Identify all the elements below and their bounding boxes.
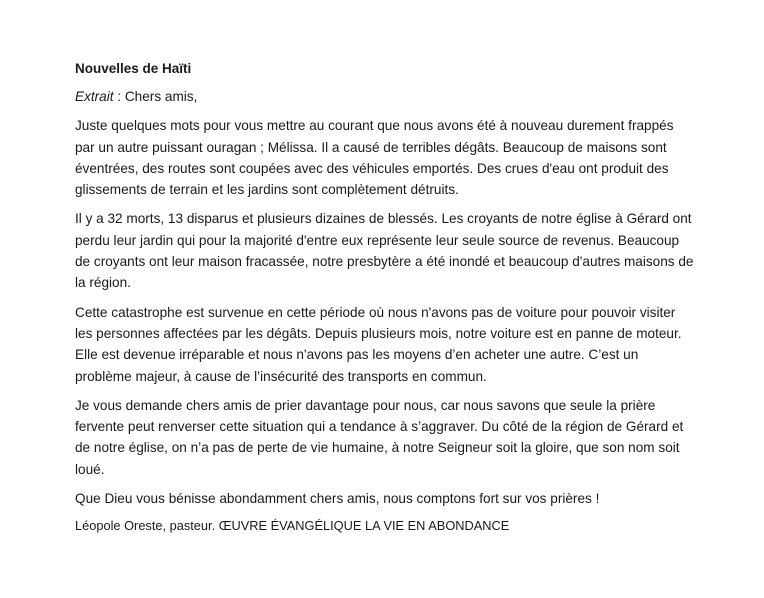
salutation-text: : Chers amis,: [113, 89, 198, 104]
document-title: Nouvelles de Haïti: [75, 61, 192, 76]
paragraph-1: Juste quelques mots pour vous mettre au courant que nous avons été à nouveau durement frappés par un autre puissant ouragan ; Mélissa. Il a causé de terribles dégâts. Beaucoup de maisons sont éventrées, des routes sont coupées avec des véhicules emportés. Des crues d'eau ont produit des glissements de terrain et les jardins sont complètement détruits.: [75, 118, 674, 198]
paragraph-3: Cette catastrophe est survenue en cette période où nous n'avons pas de voiture pour pouvoir visiter les personnes affectées par les dégâts. Depuis plusieurs mois, notre voiture est en panne de moteur. Elle est devenue irréparable et nous n'avons pas les moyens d’en acheter une autre. C’est un problème majeur, à cause de l’insécurité des transports en commun.: [75, 304, 682, 384]
signature: Léopole Oreste, pasteur. ŒUVRE ÉVANGÉLIQUE LA VIE EN ABONDANCE: [75, 518, 510, 534]
paragraph-5: Que Dieu vous bénisse abondamment chers amis, nous comptons fort sur vos prières !: [75, 491, 600, 507]
salutation-label: Extrait: [75, 89, 114, 104]
salutation: [75, 86, 695, 107]
document-page: [75, 60, 695, 535]
paragraph-4: Je vous demande chers amis de prier davantage pour nous, car nous savons que seule la prière fervente peut renverser cette situation qui a tendance à s’aggraver. Du côté de la région de Gérard et de notre église, on n’a pas de perte de vie humaine, à notre Seigneur soit la gloire, que son nom soit loué.: [75, 397, 684, 477]
paragraph-2: Il y a 32 morts, 13 disparus et plusieurs dizaines de blessés. Les croyants de notre église à Gérard ont perdu leur jardin qui pour la majorité d'entre eux représente leur seule source de revenus. Beaucoup de croyants ont leur maison fracassée, notre presbytère a été inondé et beaucoup d'autres maisons de la région.: [75, 211, 694, 291]
